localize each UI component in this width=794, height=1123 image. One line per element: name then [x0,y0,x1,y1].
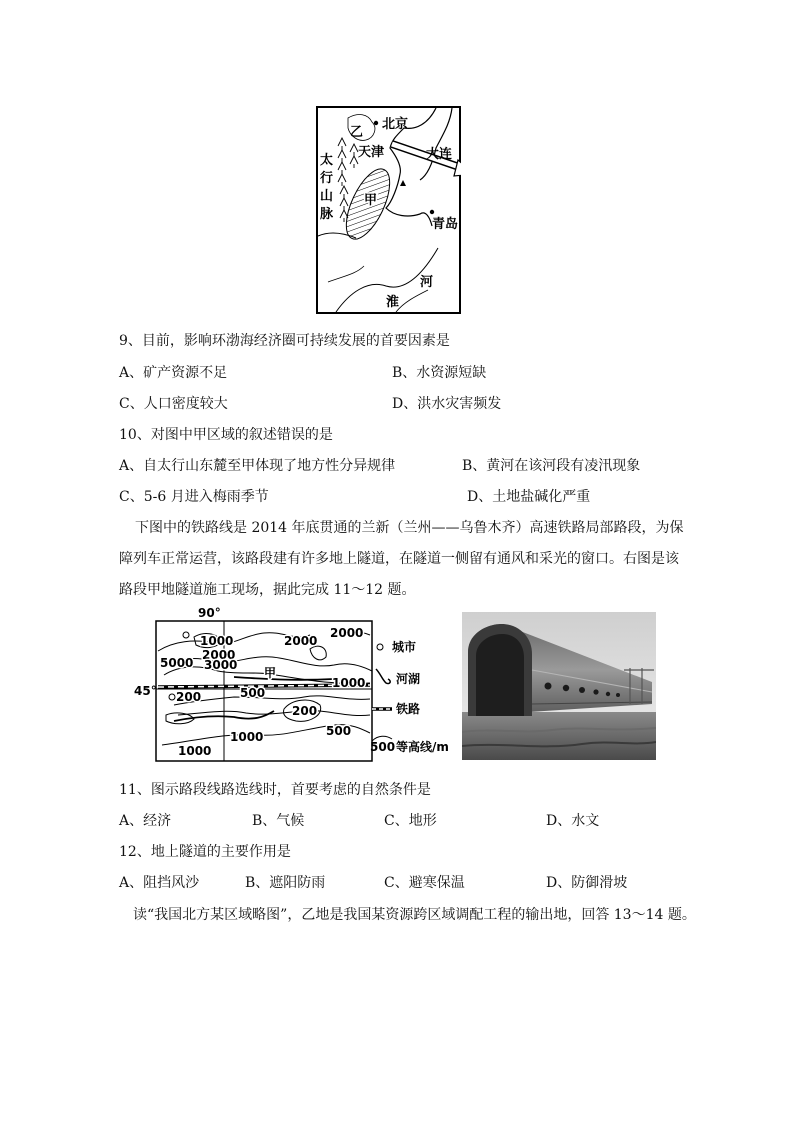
label-dalian: 大连 [426,147,453,162]
legend-river: 河湖 [396,672,421,686]
q11-option-c: C、地形 [384,813,437,829]
legend-contour-value: 500 [370,740,396,754]
intro-11-12-line1: 下图中的铁路线是 2014 年底贯通的兰新（兰州——乌鲁木齐）高速铁路局部路段，为保 [135,520,684,536]
q12-option-c: C、避寒保温 [384,875,465,891]
label-taihang-2: 行 [320,171,334,186]
contour-label-2000-c: 2000 [330,626,364,640]
contour-label-200-b: 200 [292,704,318,718]
q10-option-d: D、土地盐碱化严重 [467,489,591,505]
label-huai: 淮 [386,295,400,310]
q9-option-a: A、矿产资源不足 [119,365,228,381]
label-taihang-3: 山 [320,189,334,204]
contour-label-1000-b: 1000 [332,676,366,690]
label-he: 河 [420,275,434,290]
q12-option-b: B、遮阳防雨 [245,875,326,891]
q10-option-b: B、黄河在该河段有凌汛现象 [462,458,641,474]
label-jia: 甲 [364,193,378,208]
label-qingdao: 青岛 [432,217,459,232]
contour-label-500-a: 500 [240,686,266,700]
q9-option-d: D、洪水灾害频发 [392,396,502,412]
contour-label-1000-c: 1000 [230,730,264,744]
contour-label-500-b: 500 [326,724,352,738]
contour-label-2000-a: 2000 [202,648,236,662]
bohai-region-map [316,106,461,314]
q11-option-a: A、经济 [119,813,172,829]
legend-railway: 铁路 [396,702,421,716]
contour-label-2000-b: 2000 [284,634,318,648]
q9-stem: 9、目前，影响环渤海经济圈可持续发展的首要因素是 [119,333,450,349]
contour-label-3000: 3000 [204,658,238,672]
contour-label-1000-a: 1000 [200,634,234,648]
legend-city: 城市 [392,640,417,654]
label-jia-2: 甲 [264,666,277,680]
label-tianjin: 天津 [358,145,385,160]
tunnel-construction-photo [462,612,656,760]
contour-label-200-a: 200 [176,690,202,704]
q12-option-a: A、阻挡风沙 [119,875,200,891]
q11-option-d: D、水文 [546,813,600,829]
contour-label-5000: 5000 [160,656,194,670]
contour-map [134,605,454,765]
intro-11-12-line2: 障列车正常运营，该路段建有许多地上隧道，在隧道一侧留有通风和采光的窗口。右图是该 [119,551,679,567]
contour-label-1000-d: 1000 [178,744,212,758]
lat-label: 45° [134,684,157,698]
legend-contour: 等高线/m [396,740,449,754]
q10-stem: 10、对图中甲区域的叙述错误的是 [119,427,333,443]
label-yi: 乙 [350,125,364,140]
q11-option-b: B、气候 [252,813,305,829]
q10-option-a: A、自太行山东麓至甲体现了地方性分异规律 [119,458,396,474]
q12-option-d: D、防御滑坡 [546,875,628,891]
intro-11-12-line3: 路段甲地隧道施工现场，据此完成 11～12 题。 [119,582,416,598]
q9-option-c: C、人口密度较大 [119,396,228,412]
lon-label: 90° [198,606,221,620]
q11-stem: 11、图示路段线路选线时，首要考虑的自然条件是 [119,782,431,798]
label-beijing: 北京 [382,117,409,132]
intro-13-14-line1: 读“我国北方某区域略图”，乙地是我国某资源跨区域调配工程的输出地，回答 13～14 题。 [133,907,696,923]
label-taihang-1: 太 [320,153,334,168]
q10-option-c: C、5-6 月进入梅雨季节 [119,489,269,505]
label-taihang-4: 脉 [320,207,334,222]
q9-option-b: B、水资源短缺 [392,365,487,381]
q12-stem: 12、地上隧道的主要作用是 [119,844,291,860]
